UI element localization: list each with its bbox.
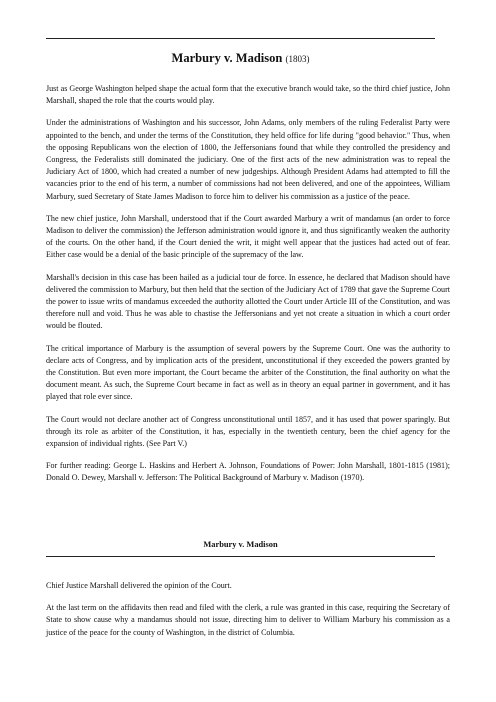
opinion-paragraph-1: Chief Justice Marshall delivered the opinion of the Court. xyxy=(46,581,232,590)
further-reading: For further reading: George L. Haskins and Herbert A. Johnson, Foundations of Power: John Marshall, 1801-1815 (1981); Donald O. Dewey, Marshall v. Jefferson: The Political Background of Marbury v. Madison (1970). xyxy=(46,461,450,483)
paragraph-3: The new chief justice, John Marshall, understood that if the Court awarded Marbury a writ of mandamus (an order to force Madison to deliver the commission) the Jefferson administration would ignore it, and thus significantly weaken the authority of the courts. On the other hand, if the Court denied the writ, it might well appear that the justices had acted out of fear. Either case would be a denial of the basic principle of the supremacy of the law. xyxy=(46,213,450,260)
title-year: (1803) xyxy=(285,54,310,64)
title-text: Marbury v. Madison xyxy=(171,51,283,65)
essay-body xyxy=(46,83,450,495)
paragraph-5: The critical importance of Marbury is the assumption of several powers by the Supreme Court. One was the authority to declare acts of Congress, and by implication acts of the president, unconstitutional if they exceeded the powers granted by the Constitution. But even more important, the Court became the arbiter of the Constitution, the final authority on what the document meant. As such, the Supreme Court became in fact as well as in theory an equal partner in government, and it has played that role ever since. xyxy=(46,343,450,402)
opinion-heading: Marbury v. Madison xyxy=(203,540,278,549)
paragraph-6: The Court would not declare another act of Congress unconstitutional until 1857, and it has used that power sparingly. But through its role as arbiter of the Constitution, it has, especially in the twentieth century, been the chief agency for the expansion of individual rights. (See Part V.) xyxy=(46,414,450,449)
page-title xyxy=(46,50,435,67)
paragraph-2: Under the administrations of Washington and his successor, John Adams, only members of the ruling Federalist Party were appointed to the bench, and under the terms of the Constitution, they held office for life during "good behavior." Thus, when the opposing Republicans won the election of 1800, the Jeffersonians found that while they controlled the presidency and Congress, the Federalists still dominated the judiciary. One of the first acts of the new administration was to repeal the Judiciary Act of 1800, which had created a number of new judgeships. Although President Adams had attempted to fill the vacancies prior to the end of his term, a number of commissions had not been delivered, and one of the appointees, William Marbury, sued Secretary of State James Madison to force him to deliver his commission as a justice of the peace. xyxy=(46,118,450,201)
paragraph-4: Marshall's decision in this case has been hailed as a judicial tour de force. In essence, he declared that Madison should have delivered the commission to Marbury, but then held that the section of the Judiciary Act of 1789 that gave the Supreme Court the power to issue writs of mandamus exceeded the authority allotted the Court under Article III of the Constitution, and was therefore null and void. Thus he was able to chastise the Jeffersonians and yet not create a situation in which a court order would be flouted. xyxy=(46,272,450,331)
paragraph-1: Just as George Washington helped shape the actual form that the executive branch would take, so the third chief justice, John Marshall, shaped the role that the courts would play. xyxy=(46,84,450,106)
top-divider xyxy=(46,38,435,39)
section-divider xyxy=(46,556,435,557)
opinion-body xyxy=(46,580,450,649)
opinion-paragraph-2: At the last term on the affidavits then read and filed with the clerk, a rule was granted in this case, requiring the Secretary of State to show cause why a mandamus should not issue, directing him to deliver to William Marbury his commission as a justice of the peace for the county of Washington, in the district of Columbia. xyxy=(46,603,450,637)
